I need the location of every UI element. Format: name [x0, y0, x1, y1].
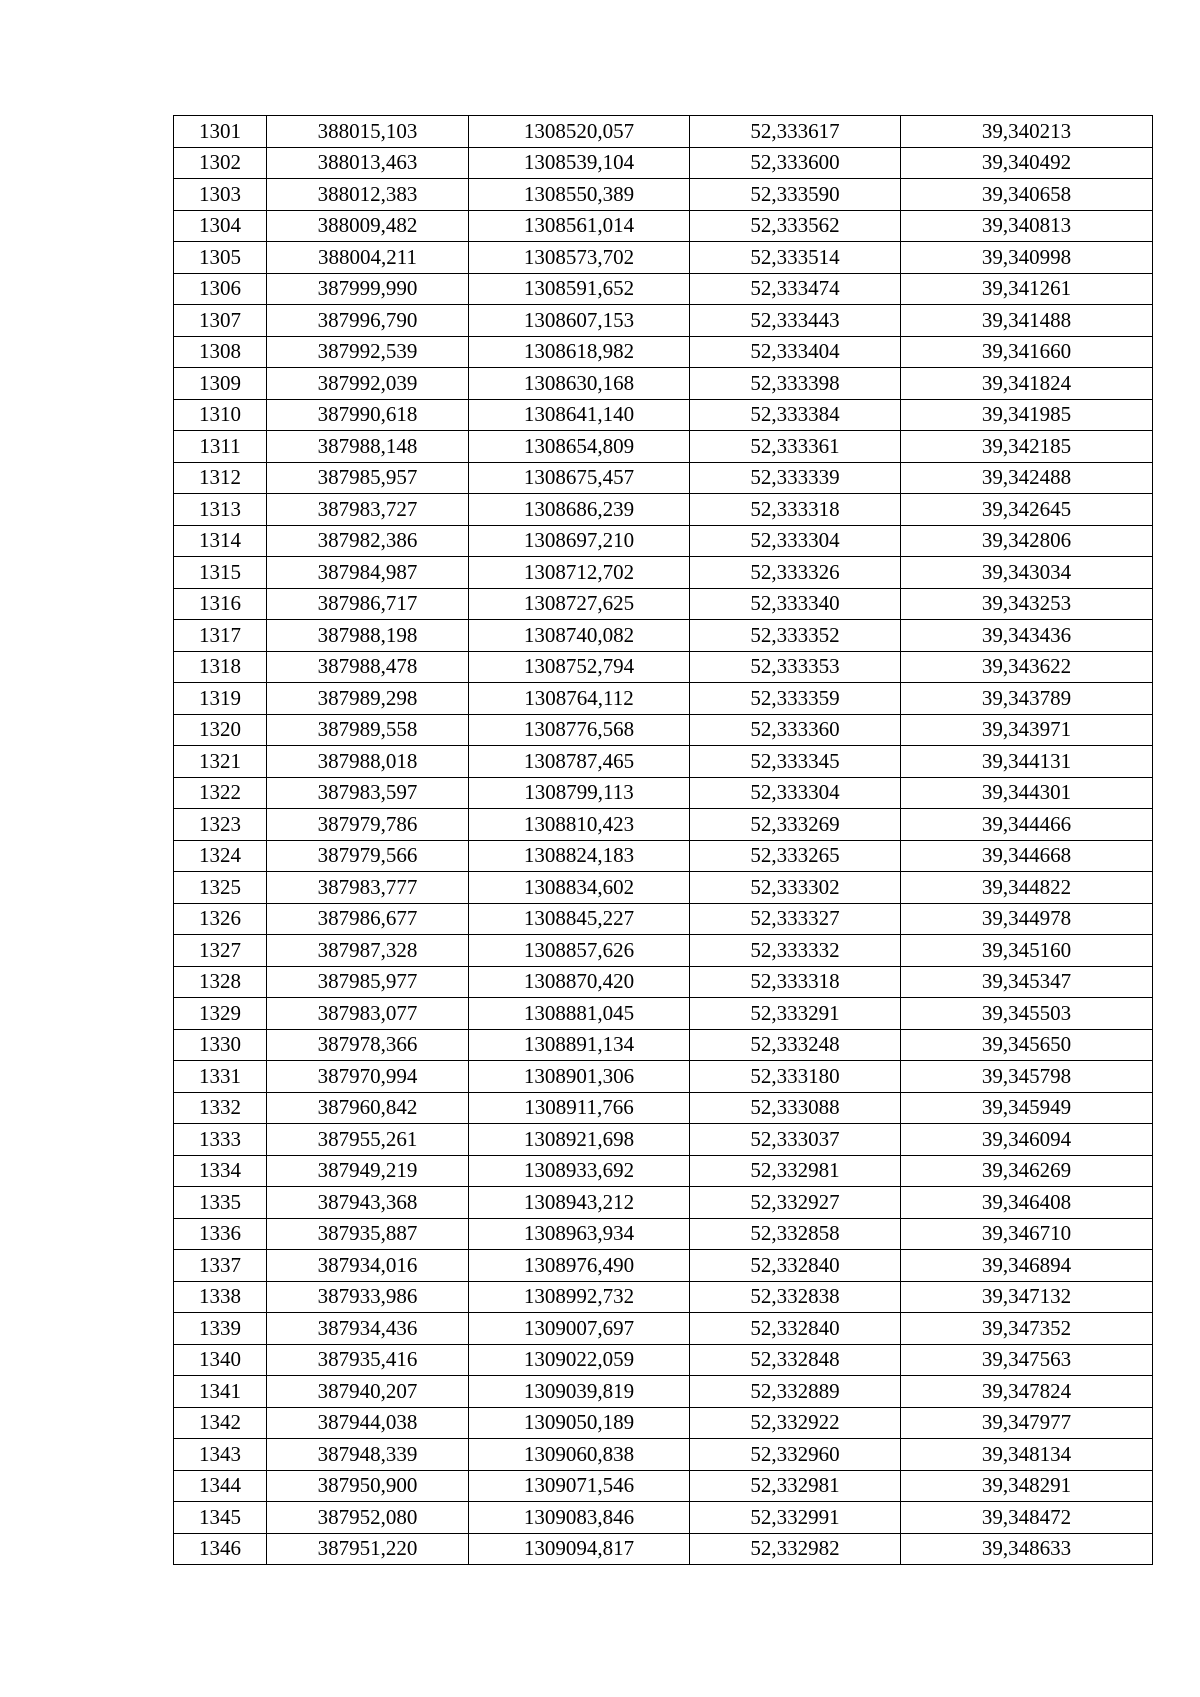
table-row: [174, 1407, 1153, 1439]
longitude-cell: 39,340213: [901, 116, 1153, 148]
x-coordinate-cell: 387983,727: [267, 494, 469, 526]
longitude-cell: 39,348134: [901, 1439, 1153, 1471]
point-number-cell: 1301: [174, 116, 267, 148]
table-row: [174, 651, 1153, 683]
longitude-cell: 39,344466: [901, 809, 1153, 841]
x-coordinate-cell: 387987,328: [267, 935, 469, 967]
latitude-cell: 52,333361: [690, 431, 901, 463]
x-coordinate-cell: 387935,887: [267, 1218, 469, 1250]
longitude-cell: 39,348472: [901, 1502, 1153, 1534]
x-coordinate-cell: 388004,211: [267, 242, 469, 274]
latitude-cell: 52,333302: [690, 872, 901, 904]
longitude-cell: 39,341660: [901, 336, 1153, 368]
table-row: [174, 683, 1153, 715]
x-coordinate-cell: 387988,198: [267, 620, 469, 652]
longitude-cell: 39,341985: [901, 399, 1153, 431]
x-coordinate-cell: 387943,368: [267, 1187, 469, 1219]
point-number-cell: 1316: [174, 588, 267, 620]
y-coordinate-cell: 1308933,692: [469, 1155, 690, 1187]
y-coordinate-cell: 1308641,140: [469, 399, 690, 431]
latitude-cell: 52,333353: [690, 651, 901, 683]
point-number-cell: 1325: [174, 872, 267, 904]
x-coordinate-cell: 387982,386: [267, 525, 469, 557]
y-coordinate-cell: 1308857,626: [469, 935, 690, 967]
table-row: [174, 1470, 1153, 1502]
coordinates-table-body: [174, 116, 1153, 1565]
latitude-cell: 52,333352: [690, 620, 901, 652]
y-coordinate-cell: 1308697,210: [469, 525, 690, 557]
y-coordinate-cell: 1308561,014: [469, 210, 690, 242]
point-number-cell: 1338: [174, 1281, 267, 1313]
table-row: [174, 399, 1153, 431]
x-coordinate-cell: 387999,990: [267, 273, 469, 305]
latitude-cell: 52,333327: [690, 903, 901, 935]
table-row: [174, 809, 1153, 841]
point-number-cell: 1333: [174, 1124, 267, 1156]
longitude-cell: 39,347977: [901, 1407, 1153, 1439]
y-coordinate-cell: 1308520,057: [469, 116, 690, 148]
table-row: [174, 714, 1153, 746]
y-coordinate-cell: 1308550,389: [469, 179, 690, 211]
point-number-cell: 1326: [174, 903, 267, 935]
y-coordinate-cell: 1309007,697: [469, 1313, 690, 1345]
x-coordinate-cell: 387986,717: [267, 588, 469, 620]
longitude-cell: 39,344301: [901, 777, 1153, 809]
latitude-cell: 52,333304: [690, 525, 901, 557]
latitude-cell: 52,333514: [690, 242, 901, 274]
x-coordinate-cell: 387979,786: [267, 809, 469, 841]
table-row: [174, 1344, 1153, 1376]
latitude-cell: 52,333326: [690, 557, 901, 589]
latitude-cell: 52,333443: [690, 305, 901, 337]
latitude-cell: 52,333265: [690, 840, 901, 872]
latitude-cell: 52,333360: [690, 714, 901, 746]
point-number-cell: 1330: [174, 1029, 267, 1061]
table-row: [174, 210, 1153, 242]
x-coordinate-cell: 387983,777: [267, 872, 469, 904]
table-row: [174, 746, 1153, 778]
table-row: [174, 620, 1153, 652]
longitude-cell: 39,343253: [901, 588, 1153, 620]
table-row: [174, 1187, 1153, 1219]
y-coordinate-cell: 1308618,982: [469, 336, 690, 368]
latitude-cell: 52,333384: [690, 399, 901, 431]
latitude-cell: 52,333340: [690, 588, 901, 620]
x-coordinate-cell: 387948,339: [267, 1439, 469, 1471]
y-coordinate-cell: 1308573,702: [469, 242, 690, 274]
y-coordinate-cell: 1308901,306: [469, 1061, 690, 1093]
y-coordinate-cell: 1308834,602: [469, 872, 690, 904]
y-coordinate-cell: 1308799,113: [469, 777, 690, 809]
longitude-cell: 39,346269: [901, 1155, 1153, 1187]
point-number-cell: 1309: [174, 368, 267, 400]
latitude-cell: 52,332889: [690, 1376, 901, 1408]
latitude-cell: 52,332838: [690, 1281, 901, 1313]
point-number-cell: 1321: [174, 746, 267, 778]
y-coordinate-cell: 1309071,546: [469, 1470, 690, 1502]
point-number-cell: 1329: [174, 998, 267, 1030]
latitude-cell: 52,333398: [690, 368, 901, 400]
point-number-cell: 1313: [174, 494, 267, 526]
point-number-cell: 1324: [174, 840, 267, 872]
x-coordinate-cell: 387950,900: [267, 1470, 469, 1502]
point-number-cell: 1339: [174, 1313, 267, 1345]
x-coordinate-cell: 387988,148: [267, 431, 469, 463]
x-coordinate-cell: 387934,016: [267, 1250, 469, 1282]
table-row: [174, 777, 1153, 809]
point-number-cell: 1332: [174, 1092, 267, 1124]
longitude-cell: 39,346094: [901, 1124, 1153, 1156]
point-number-cell: 1336: [174, 1218, 267, 1250]
point-number-cell: 1334: [174, 1155, 267, 1187]
point-number-cell: 1327: [174, 935, 267, 967]
latitude-cell: 52,333291: [690, 998, 901, 1030]
table-row: [174, 903, 1153, 935]
x-coordinate-cell: 387979,566: [267, 840, 469, 872]
longitude-cell: 39,343971: [901, 714, 1153, 746]
latitude-cell: 52,333088: [690, 1092, 901, 1124]
x-coordinate-cell: 387960,842: [267, 1092, 469, 1124]
y-coordinate-cell: 1308764,112: [469, 683, 690, 715]
longitude-cell: 39,348291: [901, 1470, 1153, 1502]
table-row: [174, 179, 1153, 211]
point-number-cell: 1315: [174, 557, 267, 589]
y-coordinate-cell: 1308776,568: [469, 714, 690, 746]
point-number-cell: 1323: [174, 809, 267, 841]
x-coordinate-cell: 387985,957: [267, 462, 469, 494]
table-row: [174, 1533, 1153, 1565]
y-coordinate-cell: 1308810,423: [469, 809, 690, 841]
latitude-cell: 52,332960: [690, 1439, 901, 1471]
table-row: [174, 966, 1153, 998]
x-coordinate-cell: 387955,261: [267, 1124, 469, 1156]
x-coordinate-cell: 387951,220: [267, 1533, 469, 1565]
table-row: [174, 116, 1153, 148]
table-row: [174, 1250, 1153, 1282]
point-number-cell: 1306: [174, 273, 267, 305]
point-number-cell: 1337: [174, 1250, 267, 1282]
longitude-cell: 39,346710: [901, 1218, 1153, 1250]
x-coordinate-cell: 387988,018: [267, 746, 469, 778]
table-row: [174, 147, 1153, 179]
x-coordinate-cell: 387978,366: [267, 1029, 469, 1061]
point-number-cell: 1308: [174, 336, 267, 368]
longitude-cell: 39,342185: [901, 431, 1153, 463]
table-row: [174, 462, 1153, 494]
latitude-cell: 52,332840: [690, 1250, 901, 1282]
latitude-cell: 52,333359: [690, 683, 901, 715]
table-row: [174, 494, 1153, 526]
point-number-cell: 1303: [174, 179, 267, 211]
y-coordinate-cell: 1309022,059: [469, 1344, 690, 1376]
point-number-cell: 1328: [174, 966, 267, 998]
x-coordinate-cell: 388012,383: [267, 179, 469, 211]
longitude-cell: 39,343622: [901, 651, 1153, 683]
y-coordinate-cell: 1308881,045: [469, 998, 690, 1030]
table-row: [174, 840, 1153, 872]
longitude-cell: 39,345798: [901, 1061, 1153, 1093]
point-number-cell: 1346: [174, 1533, 267, 1565]
latitude-cell: 52,333617: [690, 116, 901, 148]
x-coordinate-cell: 387940,207: [267, 1376, 469, 1408]
point-number-cell: 1314: [174, 525, 267, 557]
y-coordinate-cell: 1308740,082: [469, 620, 690, 652]
y-coordinate-cell: 1308891,134: [469, 1029, 690, 1061]
longitude-cell: 39,347352: [901, 1313, 1153, 1345]
x-coordinate-cell: 387990,618: [267, 399, 469, 431]
point-number-cell: 1311: [174, 431, 267, 463]
latitude-cell: 52,332991: [690, 1502, 901, 1534]
table-row: [174, 336, 1153, 368]
point-number-cell: 1344: [174, 1470, 267, 1502]
y-coordinate-cell: 1308943,212: [469, 1187, 690, 1219]
latitude-cell: 52,332858: [690, 1218, 901, 1250]
y-coordinate-cell: 1308976,490: [469, 1250, 690, 1282]
longitude-cell: 39,340813: [901, 210, 1153, 242]
y-coordinate-cell: 1308630,168: [469, 368, 690, 400]
longitude-cell: 39,340998: [901, 242, 1153, 274]
x-coordinate-cell: 387985,977: [267, 966, 469, 998]
latitude-cell: 52,332848: [690, 1344, 901, 1376]
latitude-cell: 52,333037: [690, 1124, 901, 1156]
longitude-cell: 39,341824: [901, 368, 1153, 400]
table-row: [174, 273, 1153, 305]
y-coordinate-cell: 1308911,766: [469, 1092, 690, 1124]
table-row: [174, 1124, 1153, 1156]
point-number-cell: 1335: [174, 1187, 267, 1219]
longitude-cell: 39,341488: [901, 305, 1153, 337]
x-coordinate-cell: 387988,478: [267, 651, 469, 683]
latitude-cell: 52,333474: [690, 273, 901, 305]
y-coordinate-cell: 1308992,732: [469, 1281, 690, 1313]
latitude-cell: 52,333269: [690, 809, 901, 841]
x-coordinate-cell: 387949,219: [267, 1155, 469, 1187]
latitude-cell: 52,333318: [690, 494, 901, 526]
latitude-cell: 52,332981: [690, 1155, 901, 1187]
y-coordinate-cell: 1308787,465: [469, 746, 690, 778]
y-coordinate-cell: 1308591,652: [469, 273, 690, 305]
point-number-cell: 1310: [174, 399, 267, 431]
y-coordinate-cell: 1308675,457: [469, 462, 690, 494]
point-number-cell: 1341: [174, 1376, 267, 1408]
point-number-cell: 1318: [174, 651, 267, 683]
longitude-cell: 39,344131: [901, 746, 1153, 778]
latitude-cell: 52,333600: [690, 147, 901, 179]
longitude-cell: 39,340658: [901, 179, 1153, 211]
y-coordinate-cell: 1308870,420: [469, 966, 690, 998]
point-number-cell: 1343: [174, 1439, 267, 1471]
table-row: [174, 1281, 1153, 1313]
y-coordinate-cell: 1308607,153: [469, 305, 690, 337]
y-coordinate-cell: 1308845,227: [469, 903, 690, 935]
table-row: [174, 872, 1153, 904]
longitude-cell: 39,345347: [901, 966, 1153, 998]
table-row: [174, 1155, 1153, 1187]
latitude-cell: 52,333332: [690, 935, 901, 967]
point-number-cell: 1331: [174, 1061, 267, 1093]
x-coordinate-cell: 388015,103: [267, 116, 469, 148]
latitude-cell: 52,332982: [690, 1533, 901, 1565]
longitude-cell: 39,345650: [901, 1029, 1153, 1061]
longitude-cell: 39,348633: [901, 1533, 1153, 1565]
table-row: [174, 431, 1153, 463]
x-coordinate-cell: 387935,416: [267, 1344, 469, 1376]
longitude-cell: 39,344978: [901, 903, 1153, 935]
latitude-cell: 52,332840: [690, 1313, 901, 1345]
table-row: [174, 588, 1153, 620]
table-row: [174, 1313, 1153, 1345]
latitude-cell: 52,332981: [690, 1470, 901, 1502]
y-coordinate-cell: 1309039,819: [469, 1376, 690, 1408]
point-number-cell: 1320: [174, 714, 267, 746]
latitude-cell: 52,333318: [690, 966, 901, 998]
longitude-cell: 39,344822: [901, 872, 1153, 904]
y-coordinate-cell: 1308712,702: [469, 557, 690, 589]
point-number-cell: 1307: [174, 305, 267, 337]
latitude-cell: 52,333248: [690, 1029, 901, 1061]
longitude-cell: 39,343436: [901, 620, 1153, 652]
latitude-cell: 52,333180: [690, 1061, 901, 1093]
y-coordinate-cell: 1308654,809: [469, 431, 690, 463]
y-coordinate-cell: 1308963,934: [469, 1218, 690, 1250]
x-coordinate-cell: 387996,790: [267, 305, 469, 337]
point-number-cell: 1340: [174, 1344, 267, 1376]
table-row: [174, 242, 1153, 274]
point-number-cell: 1302: [174, 147, 267, 179]
y-coordinate-cell: 1308727,625: [469, 588, 690, 620]
longitude-cell: 39,347824: [901, 1376, 1153, 1408]
table-row: [174, 935, 1153, 967]
x-coordinate-cell: 387983,077: [267, 998, 469, 1030]
x-coordinate-cell: 387934,436: [267, 1313, 469, 1345]
x-coordinate-cell: 387933,986: [267, 1281, 469, 1313]
table-row: [174, 1439, 1153, 1471]
y-coordinate-cell: 1309060,838: [469, 1439, 690, 1471]
x-coordinate-cell: 387992,039: [267, 368, 469, 400]
longitude-cell: 39,343034: [901, 557, 1153, 589]
x-coordinate-cell: 388009,482: [267, 210, 469, 242]
longitude-cell: 39,345503: [901, 998, 1153, 1030]
longitude-cell: 39,344668: [901, 840, 1153, 872]
latitude-cell: 52,333345: [690, 746, 901, 778]
x-coordinate-cell: 387970,994: [267, 1061, 469, 1093]
point-number-cell: 1319: [174, 683, 267, 715]
table-row: [174, 525, 1153, 557]
y-coordinate-cell: 1309083,846: [469, 1502, 690, 1534]
longitude-cell: 39,342645: [901, 494, 1153, 526]
latitude-cell: 52,332927: [690, 1187, 901, 1219]
table-row: [174, 557, 1153, 589]
table-row: [174, 998, 1153, 1030]
longitude-cell: 39,345949: [901, 1092, 1153, 1124]
longitude-cell: 39,342806: [901, 525, 1153, 557]
x-coordinate-cell: 387989,298: [267, 683, 469, 715]
latitude-cell: 52,333404: [690, 336, 901, 368]
x-coordinate-cell: 387944,038: [267, 1407, 469, 1439]
latitude-cell: 52,332922: [690, 1407, 901, 1439]
point-number-cell: 1322: [174, 777, 267, 809]
table-row: [174, 1502, 1153, 1534]
table-row: [174, 1029, 1153, 1061]
y-coordinate-cell: 1309094,817: [469, 1533, 690, 1565]
x-coordinate-cell: 387983,597: [267, 777, 469, 809]
x-coordinate-cell: 387986,677: [267, 903, 469, 935]
longitude-cell: 39,341261: [901, 273, 1153, 305]
latitude-cell: 52,333304: [690, 777, 901, 809]
y-coordinate-cell: 1308686,239: [469, 494, 690, 526]
point-number-cell: 1305: [174, 242, 267, 274]
longitude-cell: 39,345160: [901, 935, 1153, 967]
latitude-cell: 52,333339: [690, 462, 901, 494]
longitude-cell: 39,342488: [901, 462, 1153, 494]
table-row: [174, 368, 1153, 400]
table-row: [174, 1376, 1153, 1408]
latitude-cell: 52,333590: [690, 179, 901, 211]
y-coordinate-cell: 1309050,189: [469, 1407, 690, 1439]
point-number-cell: 1304: [174, 210, 267, 242]
longitude-cell: 39,347132: [901, 1281, 1153, 1313]
table-row: [174, 305, 1153, 337]
y-coordinate-cell: 1308539,104: [469, 147, 690, 179]
coordinates-table: [173, 115, 1153, 1565]
y-coordinate-cell: 1308752,794: [469, 651, 690, 683]
point-number-cell: 1317: [174, 620, 267, 652]
longitude-cell: 39,343789: [901, 683, 1153, 715]
y-coordinate-cell: 1308921,698: [469, 1124, 690, 1156]
y-coordinate-cell: 1308824,183: [469, 840, 690, 872]
x-coordinate-cell: 388013,463: [267, 147, 469, 179]
x-coordinate-cell: 387989,558: [267, 714, 469, 746]
point-number-cell: 1342: [174, 1407, 267, 1439]
longitude-cell: 39,340492: [901, 147, 1153, 179]
latitude-cell: 52,333562: [690, 210, 901, 242]
x-coordinate-cell: 387952,080: [267, 1502, 469, 1534]
longitude-cell: 39,346894: [901, 1250, 1153, 1282]
x-coordinate-cell: 387984,987: [267, 557, 469, 589]
table-row: [174, 1218, 1153, 1250]
point-number-cell: 1345: [174, 1502, 267, 1534]
longitude-cell: 39,347563: [901, 1344, 1153, 1376]
table-row: [174, 1061, 1153, 1093]
x-coordinate-cell: 387992,539: [267, 336, 469, 368]
point-number-cell: 1312: [174, 462, 267, 494]
table-row: [174, 1092, 1153, 1124]
longitude-cell: 39,346408: [901, 1187, 1153, 1219]
